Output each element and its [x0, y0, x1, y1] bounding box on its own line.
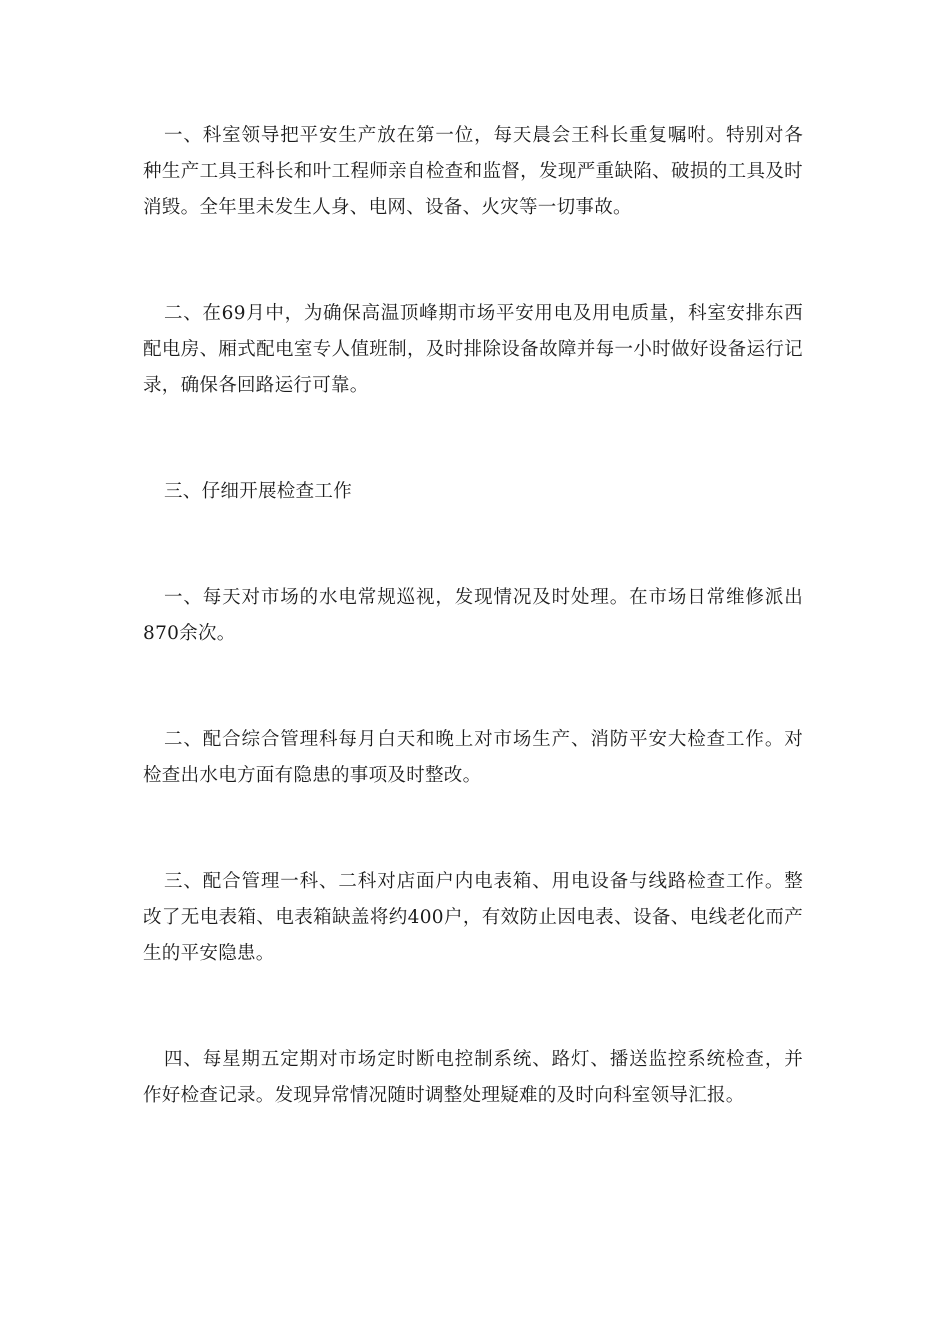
- paragraph-monthly-inspection: 二、配合综合管理科每月白天和晚上对市场生产、消防平安大检查工作。对检查出水电方面有隐患的事项及时整改。: [143, 729, 803, 786]
- paragraph-safety-priority: 一、科室领导把平安生产放在第一位，每天晨会王科长重复嘱咐。特别对各种生产工具王科长和叶工程师亲自检查和监督，发现严重缺陷、破损的工具及时消毁。全年里未发生人身、电网、设备、火灾等一切事故。: [143, 125, 803, 218]
- paragraph-summer-power: 二、在69月中，为确保高温顶峰期市场平安用电及用电质量，科室安排东西配电房、厢式配电室专人值班制，及时排除设备故障并每一小时做好设备运行记录，确保各回路运行可靠。: [143, 303, 803, 396]
- paragraph-daily-patrol: 一、每天对市场的水电常规巡视，发现情况及时处理。在市场日常维修派出870余次。: [143, 587, 803, 644]
- section-heading-inspection: 三、仔细开展检查工作: [164, 481, 353, 502]
- paragraph-meter-inspection: 三、配合管理一科、二科对店面户内电表箱、用电设备与线路检查工作。整改了无电表箱、电表箱缺盖将约400户，有效防止因电表、设备、电线老化而产生的平安隐患。: [143, 871, 803, 964]
- paragraph-weekly-check: 四、每星期五定期对市场定时断电控制系统、路灯、播送监控系统检查，并作好检查记录。发现异常情况随时调整处理疑难的及时向科室领导汇报。: [143, 1049, 803, 1106]
